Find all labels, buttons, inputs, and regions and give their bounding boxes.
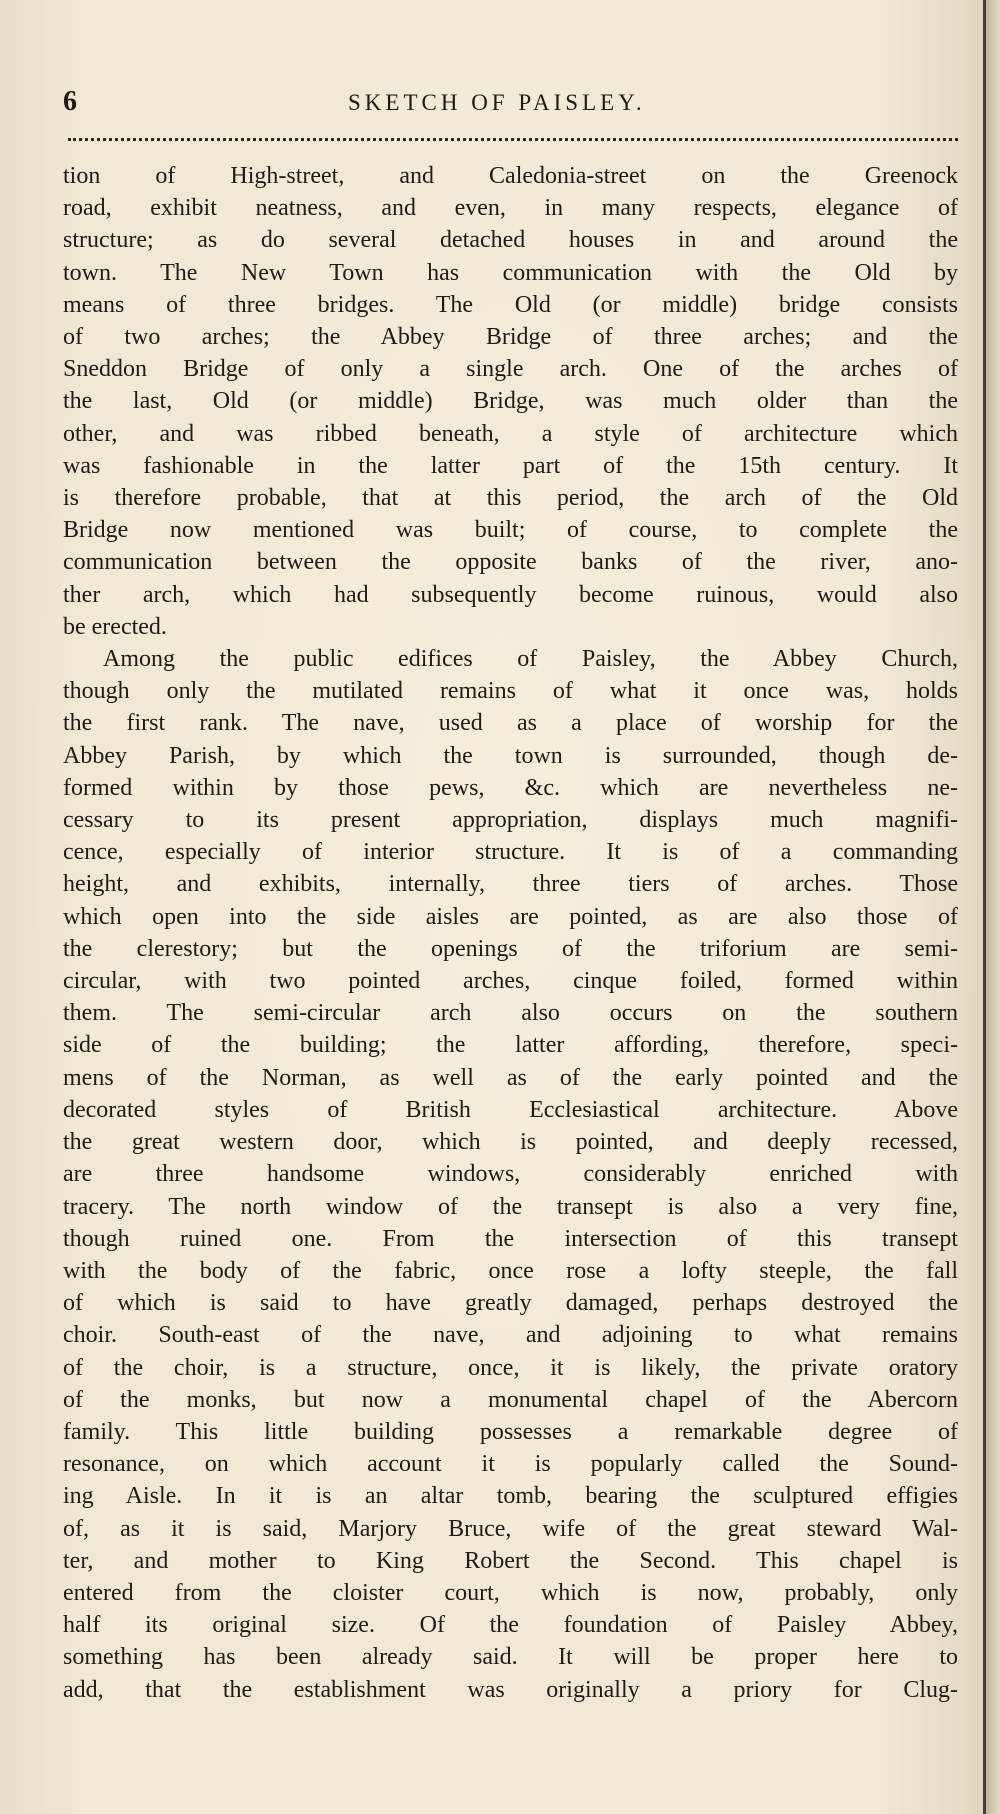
header-rule xyxy=(68,138,958,141)
text-line: cessary to its present appropriation, displays much magnifi- xyxy=(63,807,958,834)
text-line: circular, with two pointed arches, cinque foiled, formed within xyxy=(63,968,958,995)
text-line: resonance, on which account it is popularly called the Sound- xyxy=(63,1451,958,1478)
text-line: something has been already said. It will be proper here to xyxy=(63,1644,958,1671)
text-line: road, exhibit neatness, and even, in many respects, elegance of xyxy=(63,195,958,222)
text-line: communication between the opposite banks of the river, ano- xyxy=(63,549,958,576)
paragraph-abbey-church xyxy=(63,643,958,1706)
body-text xyxy=(63,160,958,1706)
text-line: of which is said to have greatly damaged, perhaps destroyed the xyxy=(63,1290,958,1317)
text-line: formed within by those pews, &c. which are nevertheless ne- xyxy=(63,774,958,801)
text-line: Abbey Parish, by which the town is surrounded, though de- xyxy=(63,742,958,769)
text-line: the great western door, which is pointed, and deeply recessed, xyxy=(63,1129,958,1156)
text-line: which open into the side aisles are pointed, as are also those of xyxy=(63,903,958,930)
text-line: cence, especially of interior structure. It is of a commanding xyxy=(63,839,958,866)
text-line: side of the building; the latter affording, therefore, speci- xyxy=(63,1032,958,1059)
text-line: of, as it is said, Marjory Bruce, wife of the great steward Wal- xyxy=(63,1515,958,1542)
text-line: mens of the Norman, as well as of the early pointed and the xyxy=(63,1064,958,1091)
text-line: with the body of the fabric, once rose a lofty steeple, the fall xyxy=(63,1257,958,1284)
text-line: them. The semi-circular arch also occurs on the southern xyxy=(63,1000,958,1027)
text-line: of two arches; the Abbey Bridge of three arches; and the xyxy=(63,324,958,351)
text-line: town. The New Town has communication with the Old by xyxy=(63,259,958,286)
text-line: the first rank. The nave, used as a place of worship for the xyxy=(63,710,958,737)
text-line: is therefore probable, that at this period, the arch of the Old xyxy=(63,485,958,512)
text-line: Among the public edifices of Paisley, the Abbey Church, xyxy=(103,646,958,673)
text-line: family. This little building possesses a remarkable degree of xyxy=(63,1418,958,1445)
running-title: SKETCH OF PAISLEY. xyxy=(348,90,646,115)
text-line: structure; as do several detached houses in and around the xyxy=(63,227,958,254)
page-header xyxy=(63,86,968,126)
text-line: entered from the cloister court, which is now, probably, only xyxy=(63,1579,958,1606)
text-line: decorated styles of British Ecclesiastical architecture. Above xyxy=(63,1096,958,1123)
text-line: height, and exhibits, internally, three tiers of arches. Those xyxy=(63,871,958,898)
text-line: Sneddon Bridge of only a single arch. One of the arches of xyxy=(63,356,958,383)
text-line: be erected. xyxy=(63,613,167,640)
text-line: though ruined one. From the intersection of this transept xyxy=(63,1225,958,1252)
page-edge-shadow xyxy=(986,0,1000,1814)
text-line: Bridge now mentioned was built; of course, to complete the xyxy=(63,517,958,544)
paragraph-bridges xyxy=(63,160,958,643)
text-line: the clerestory; but the openings of the triforium are semi- xyxy=(63,935,958,962)
text-line: choir. South-east of the nave, and adjoining to what remains xyxy=(63,1322,958,1349)
text-line: add, that the establishment was originally a priory for Clug- xyxy=(63,1676,958,1703)
text-line: ther arch, which had subsequently become ruinous, would also xyxy=(63,581,958,608)
page-number: 6 xyxy=(63,86,77,117)
text-line: was fashionable in the latter part of the 15th century. It xyxy=(63,452,958,479)
text-line: tracery. The north window of the transept is also a very fine, xyxy=(63,1193,958,1220)
text-line: ing Aisle. In it is an altar tomb, bearing the sculptured effigies xyxy=(63,1483,958,1510)
text-line: other, and was ribbed beneath, a style of architecture which xyxy=(63,420,958,447)
text-line: tion of High-street, and Caledonia-street on the Greenock xyxy=(63,163,958,189)
text-line: the last, Old (or middle) Bridge, was much older than the xyxy=(63,388,958,415)
text-line: of the choir, is a structure, once, it is likely, the private oratory xyxy=(63,1354,958,1381)
text-line: are three handsome windows, considerably enriched with xyxy=(63,1161,958,1188)
text-line: means of three bridges. The Old (or middle) bridge consists xyxy=(63,291,958,318)
text-line: though only the mutilated remains of what it once was, holds xyxy=(63,678,958,705)
text-line: of the monks, but now a monumental chapel of the Abercorn xyxy=(63,1386,958,1413)
text-line: half its original size. Of the foundation of Paisley Abbey, xyxy=(63,1612,958,1639)
text-line: ter, and mother to King Robert the Second. This chapel is xyxy=(63,1547,958,1574)
